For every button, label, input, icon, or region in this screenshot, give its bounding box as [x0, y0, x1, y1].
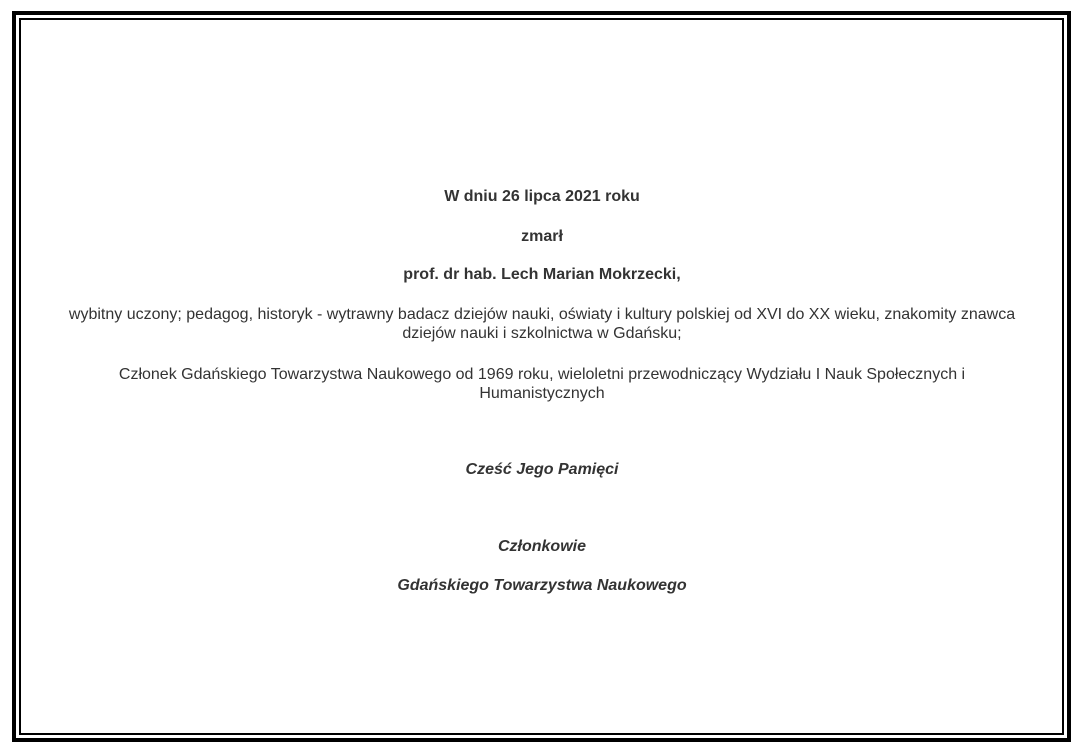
date-line: W dniu 26 lipca 2021 roku: [444, 188, 640, 205]
description-paragraph: wybitny uczony; pedagog, historyk - wytrawny badacz dziejów nauki, oświaty i kultury polskiej od XVI do XX wieku, znakomity znawca dziejów nauki i szkolnictwa w Gdańsku;: [68, 306, 1016, 342]
deceased-name: prof. dr hab. Lech Marian Mokrzecki,: [403, 266, 681, 283]
tribute-line: Cześć Jego Pamięci: [465, 461, 619, 478]
signature-society: Gdańskiego Towarzystwa Naukowego: [397, 577, 687, 594]
signature-members: Członkowie: [497, 538, 586, 555]
death-verb: zmarł: [521, 228, 563, 245]
membership-paragraph: Członek Gdańskiego Towarzystwa Naukowego od 1969 roku, wieloletni przewodniczący Wydziału I Nauk Społecznych i Humanistycznych: [118, 366, 966, 402]
